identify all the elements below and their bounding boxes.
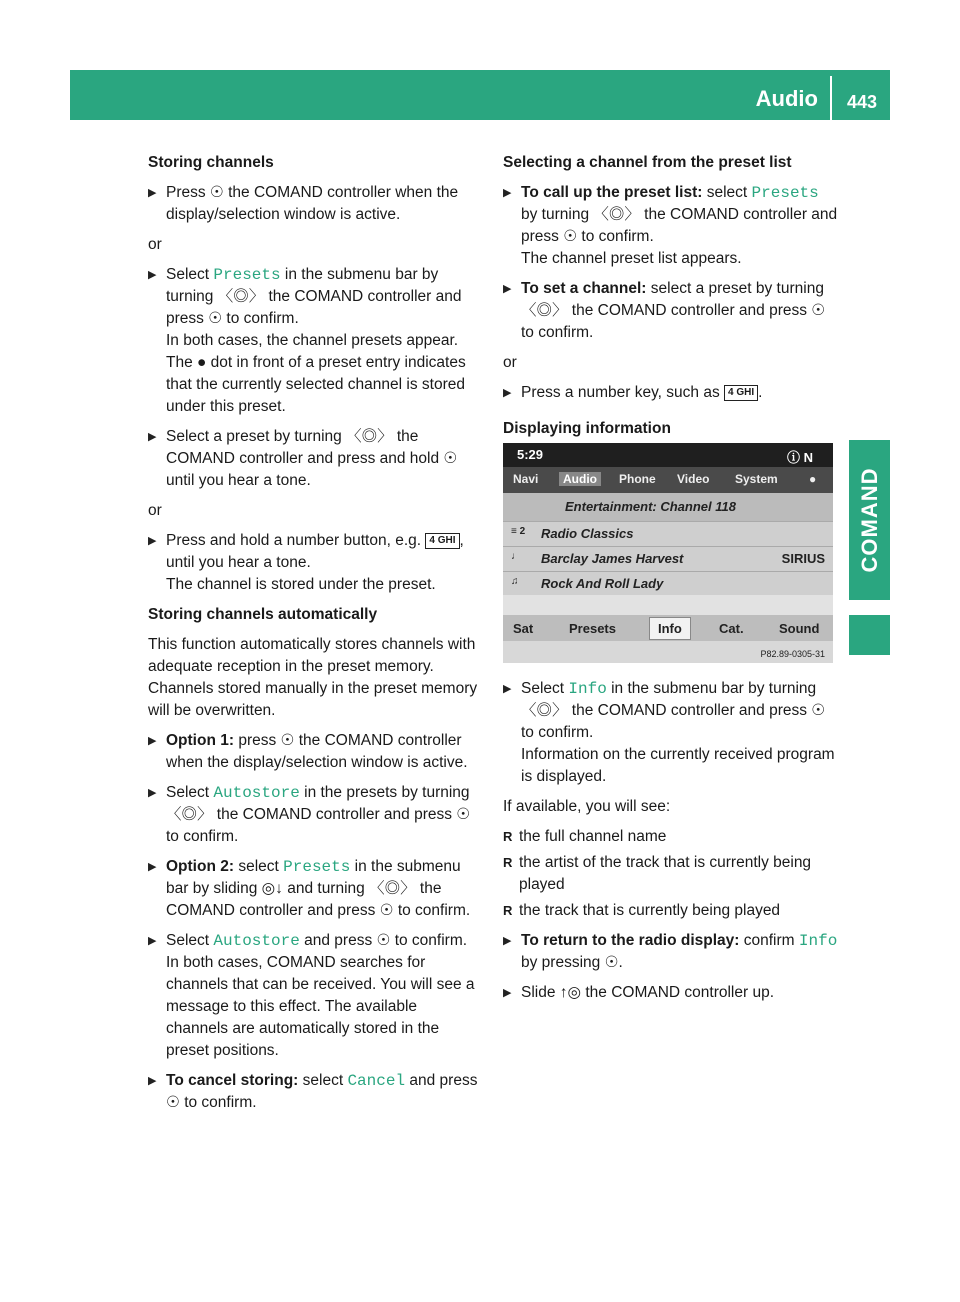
step-number-button: ▶ Press and hold a number button, e.g. 4 GHI , until you hear a tone. The channel is stored under the preset. bbox=[148, 530, 483, 596]
artist-icon: ♩ bbox=[511, 551, 521, 562]
step-number-key: ▶ Press a number key, such as 4 GHI . bbox=[503, 382, 838, 404]
or-separator: or bbox=[148, 502, 162, 519]
chapter-tab: COMAND bbox=[849, 440, 890, 600]
heading-storing-channels: Storing channels bbox=[148, 154, 274, 171]
step-option-1: ▶ Option 1: press ☉ the COMAND controller when the display/selection window is active. bbox=[148, 730, 483, 774]
screen-clock: 5:29 bbox=[517, 447, 544, 462]
step-select-info: ▶ Select Info in the submenu bar by turning 〈◎〉 the COMAND controller and press ☉ to confirm. Information on the currently received program is displayed. bbox=[503, 678, 838, 788]
bullet-item: R the full channel name bbox=[503, 826, 838, 848]
step-slide-up: ▶ Slide ↑◎ the COMAND controller up. bbox=[503, 982, 838, 1004]
screen-status-bar bbox=[503, 443, 833, 467]
submenu-sound: Sound bbox=[779, 621, 820, 636]
step-call-preset-list: ▶ To call up the preset list: select Presets by turning 〈◎〉 the COMAND controller and press ☉ to confirm. The channel preset list appears. bbox=[503, 182, 838, 270]
step-autostore-confirm: ▶ Select Autostore and press ☉ to confirm. In both cases, COMAND searches for channels that can be received. You will see a message to this effect. The available channels are automatically stored in the preset positions. bbox=[148, 930, 483, 1062]
screen-tab-audio: Audio bbox=[559, 472, 601, 486]
submenu-info: Info bbox=[649, 617, 691, 640]
step-press-controller: ▶ Press ☉ the COMAND controller when the display/selection window is active. bbox=[148, 182, 483, 226]
presets-menu-item: Presets bbox=[751, 184, 819, 202]
sirius-logo: SIRIUS bbox=[781, 551, 825, 566]
screen-settings-icon: ● bbox=[809, 472, 817, 486]
screen-tab-video: Video bbox=[677, 472, 710, 486]
or-separator: or bbox=[148, 236, 162, 253]
number-key-4-icon: 4 GHI bbox=[724, 385, 758, 401]
heading-storing-auto: Storing channels automatically bbox=[148, 606, 378, 623]
info-menu-item: Info bbox=[568, 680, 607, 698]
music-note-icon: ♫ bbox=[511, 576, 519, 587]
header-divider bbox=[830, 76, 832, 120]
presets-menu-item: Presets bbox=[213, 266, 281, 284]
bullet-item: R the artist of the track that is currently being played bbox=[503, 852, 838, 896]
right-column bbox=[503, 152, 838, 448]
step-return-radio: ▶ To return to the radio display: confirm Info by pressing ☉. bbox=[503, 930, 838, 974]
screen-tab-phone: Phone bbox=[619, 472, 656, 486]
preset-icon: ≡ 2 bbox=[511, 526, 526, 537]
or-separator: or bbox=[503, 354, 517, 371]
step-set-channel: ▶ To set a channel: select a preset by turning 〈◎〉 the COMAND controller and press ☉ to confirm. bbox=[503, 278, 838, 344]
screen-status-icons: ⓘ N bbox=[786, 450, 813, 465]
screen-empty-row bbox=[503, 595, 833, 615]
info-menu-item: Info bbox=[798, 932, 838, 950]
screen-row-channel: ≡ 2 Radio Classics bbox=[503, 521, 833, 546]
screen-row-track: ♫ Rock And Roll Lady bbox=[503, 571, 833, 596]
submenu-cat: Cat. bbox=[719, 621, 744, 636]
cancel-menu-item: Cancel bbox=[347, 1072, 406, 1090]
comand-screen-image bbox=[503, 443, 833, 663]
available-intro: If available, you will see: bbox=[503, 798, 671, 815]
image-code: P82.89-0305-31 bbox=[760, 649, 825, 659]
left-column bbox=[148, 152, 483, 1122]
chapter-marker bbox=[849, 615, 890, 655]
number-key-4-icon: 4 GHI bbox=[425, 533, 459, 549]
page-number: 443 bbox=[846, 92, 878, 112]
screen-submenu-bar bbox=[503, 615, 833, 641]
right-column-lower bbox=[503, 678, 838, 1012]
screen-channel-band: Entertainment: Channel 118 bbox=[503, 493, 833, 521]
auto-description: This function automatically stores channels with adequate reception in the preset memory. Channels stored manually in the preset memory will be overwritten. bbox=[148, 636, 478, 719]
autostore-menu-item: Autostore bbox=[213, 932, 300, 950]
step-option-2: ▶ Option 2: select Presets in the submenu bar by sliding ◎↓ and turning 〈◎〉 the COMAND controller and press ☉ to confirm. bbox=[148, 856, 483, 922]
step-cancel-storing: ▶ To cancel storing: select Cancel and press ☉ to confirm. bbox=[148, 1070, 483, 1114]
submenu-presets: Presets bbox=[569, 621, 616, 636]
screen-tab-navi: Navi bbox=[513, 472, 539, 486]
screen-tab-system: System bbox=[735, 472, 778, 486]
heading-selecting-channel: Selecting a channel from the preset list bbox=[503, 154, 792, 171]
step-select-preset: ▶ Select a preset by turning 〈◎〉 the COMAND controller and press and hold ☉ until you hear a tone. bbox=[148, 426, 483, 492]
step-select-presets: ▶ Select Presets in the submenu bar by turning 〈◎〉 the COMAND controller and press ☉ to confirm. In both cases, the channel presets appear. The ● dot in front of a preset entry indicates that the currently selected channel is stored under this preset. bbox=[148, 264, 483, 418]
screen-main-menu bbox=[503, 467, 833, 493]
page-header bbox=[70, 70, 890, 120]
screen-row-artist: ♩ Barclay James Harvest SIRIUS bbox=[503, 546, 833, 571]
step-select-autostore: ▶ Select Autostore in the presets by turning 〈◎〉 the COMAND controller and press ☉ to confirm. bbox=[148, 782, 483, 848]
bullet-item: R the track that is currently being played bbox=[503, 900, 838, 922]
heading-displaying-info: Displaying information bbox=[503, 420, 671, 437]
section-title: Audio bbox=[755, 86, 818, 111]
autostore-menu-item: Autostore bbox=[213, 784, 300, 802]
submenu-sat: Sat bbox=[513, 621, 534, 636]
presets-menu-item: Presets bbox=[283, 858, 351, 876]
